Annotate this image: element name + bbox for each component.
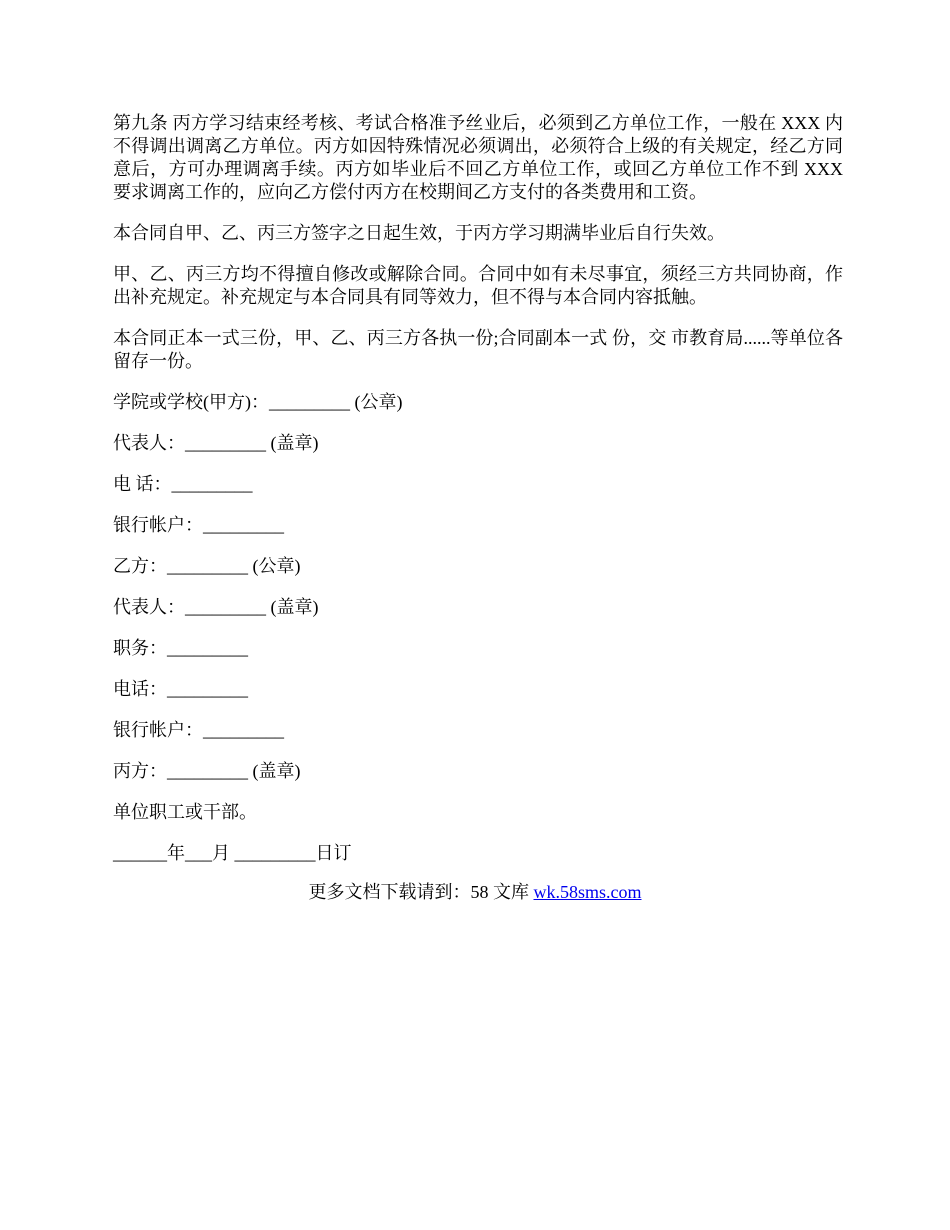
party-a-school-field: 学院或学校(甲方)：_________ (公章) [113,392,403,412]
party-b-position-field: 职务：_________ [113,638,248,658]
copies-paragraph: 本合同正本一式三份，甲、乙、丙三方各执一份;合同副本一式 份，交 市教育局......等单位各留存一份。 [113,328,843,371]
modification-paragraph: 甲、乙、丙三方均不得擅自修改或解除合同。合同中如有未尽事宜，须经三方共同协商，作出补充规定。补充规定与本合同具有同等效力，但不得与本合同内容抵触。 [113,264,843,307]
signing-date-line: ______年___月 _________日订 [113,843,352,863]
effective-period-paragraph: 本合同自甲、乙、丙三方签字之日起生效，于丙方学习期满毕业后自行失效。 [113,223,725,243]
party-b-phone-field: 电话：_________ [113,679,248,699]
document-body [113,112,843,883]
party-b-representative-field: 代表人：_________ (盖章) [113,597,319,617]
party-c-status-line: 单位职工或干部。 [113,802,257,822]
party-b-bank-account-field: 银行帐户：_________ [113,720,284,740]
party-a-bank-account-field: 银行帐户：_________ [113,515,284,535]
clause-nine-paragraph: 第九条 丙方学习结束经考核、考试合格准予丝业后，必须到乙方单位工作，一般在 XXX 内不得调出调离乙方单位。丙方如因特殊情况必须调出，必须符合上级的有关规定，经乙方同意后，方可办理调离手续。丙方如毕业后不回乙方单位工作，或回乙方单位工作不到 XXX 要求调离工作的，应向乙方偿付丙方在校期间乙方支付的各类费用和工资。 [113,113,843,202]
footer-text: 更多文档下载请到：58 文库 [308,882,534,902]
party-a-representative-field: 代表人：_________ (盖章) [113,433,319,453]
footer [0,881,950,904]
party-c-field: 丙方：_________ (盖章) [113,761,301,781]
party-b-field: 乙方：_________ (公章) [113,556,301,576]
footer-link[interactable]: wk.58sms.com [533,882,642,902]
party-a-phone-field: 电 话：_________ [113,474,253,494]
